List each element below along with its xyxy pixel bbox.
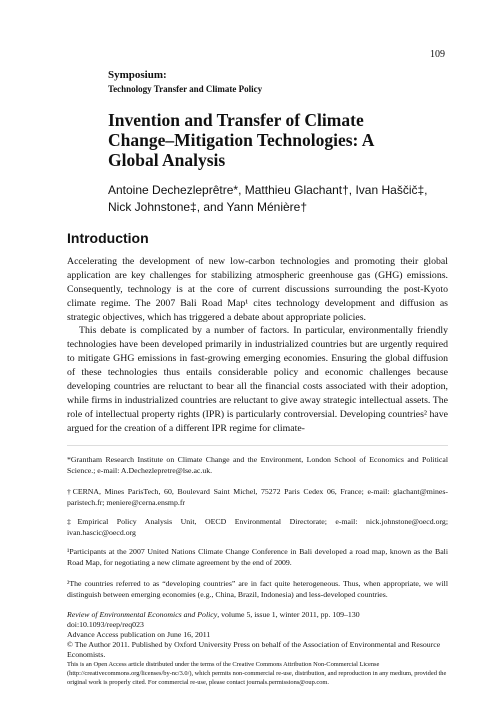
journal-name: Review of Environmental Economics and Policy — [67, 610, 218, 619]
author-list — [108, 182, 448, 216]
footnote-2: ²The countries referred to as “developing countries” are in fact quite heterogeneous. Thus, when appropriate, we will distinguish between emerging economies (e.g., China, Brazil, Indonesia) and less-developed countries. — [67, 579, 448, 599]
footnote-divider — [67, 445, 448, 446]
authors-line-2: Nick Johnstone‡, and Yann Ménière† — [108, 200, 308, 214]
volume-info: , volume 5, issue 1, winter 2011, pp. 109–130 — [217, 610, 360, 619]
footnote-1: ¹Participants at the 2007 United Nations Climate Change Conference in Bali developed a road map, known as the Bali Road Map, for negotiating a new climate agreement by the end of 2009. — [67, 547, 448, 567]
footnote-author-3: ‡Empirical Policy Analysis Unit, OECD Environmental Directorate; e-mail: nick.johnstone@oecd.org; ivan.hascic@oecd.org — [67, 517, 448, 537]
footnote-author-2: †CERNA, Mines ParisTech, 60, Boulevard Saint Michel, 75272 Paris Cedex 06, France; e-mail: glachant@mines-paristech.fr; meniere@cerna.ensmp.fr — [67, 487, 448, 507]
section-label: Symposium: — [108, 69, 167, 81]
section-subtitle: Technology Transfer and Climate Policy — [108, 84, 263, 94]
copyright-notice: © The Author 2011. Published by Oxford University Press on behalf of the Association of Environmental and Resource Economists. — [67, 640, 441, 659]
section-heading-introduction: Introduction — [67, 230, 149, 246]
authors-line-1: Antoine Dechezleprêtre*, Matthieu Glachant†, Ivan Haščič‡, — [108, 183, 428, 197]
license-notice: This is an Open Access article distributed under the terms of the Creative Commons Attribution Non-Commercial License (http://creativecommons.org/licenses/by-nc/3.0/), which permits non-commercial re-use, distribution, and reproduction in any medium, provided the original work is properly cited. For commercial re-use, please contact journals.permissions@oup.com. — [67, 661, 447, 686]
body-paragraph-1: Accelerating the development of new low-carbon technologies and promoting their global application are key challenges for stabilizing atmospheric greenhouse gas (GHG) emissions. Consequently, technology is at the core of current discussions surrounding the post-Kyoto climate regime. The 2007 Bali Road Map¹ cites technology development and diffusion as strategic objectives, which has triggered a debate about appropriate policies. — [67, 256, 448, 323]
footnote-author-1: *Grantham Research Institute on Climate Change and the Environment, London School of Economics and Political Science.; e-mail: A.Dechezlepretre@lse.ac.uk. — [67, 455, 448, 475]
advance-access-date: Advance Access publication on June 16, 2011 — [67, 630, 211, 639]
citation-line — [67, 610, 448, 620]
publication-info — [67, 610, 448, 660]
article-title: Invention and Transfer of Climate Change–Mitigation Technologies: A Global Analysis — [108, 110, 374, 170]
page-number: 109 — [430, 49, 445, 60]
doi: doi:10.1093/reep/req023 — [67, 620, 144, 629]
body-paragraph-2: This debate is complicated by a number of factors. In particular, environmentally friendly technologies have been developed primarily in industrialized countries but are urgently required to mitigate GHG emissions in fast-growing emerging economies. Ensuring the global diffusion of these technologies thus entails considerable policy and economic challenges because developing countries are reluctant to bear all the financial costs associated with their adoption, while firms in industrialized countries are reluctant to give away strategic intellectual assets. The role of intellectual property rights (IPR) is particularly controversial. Developing countries² have argued for the creation of a different IPR regime for climate- — [67, 325, 448, 434]
